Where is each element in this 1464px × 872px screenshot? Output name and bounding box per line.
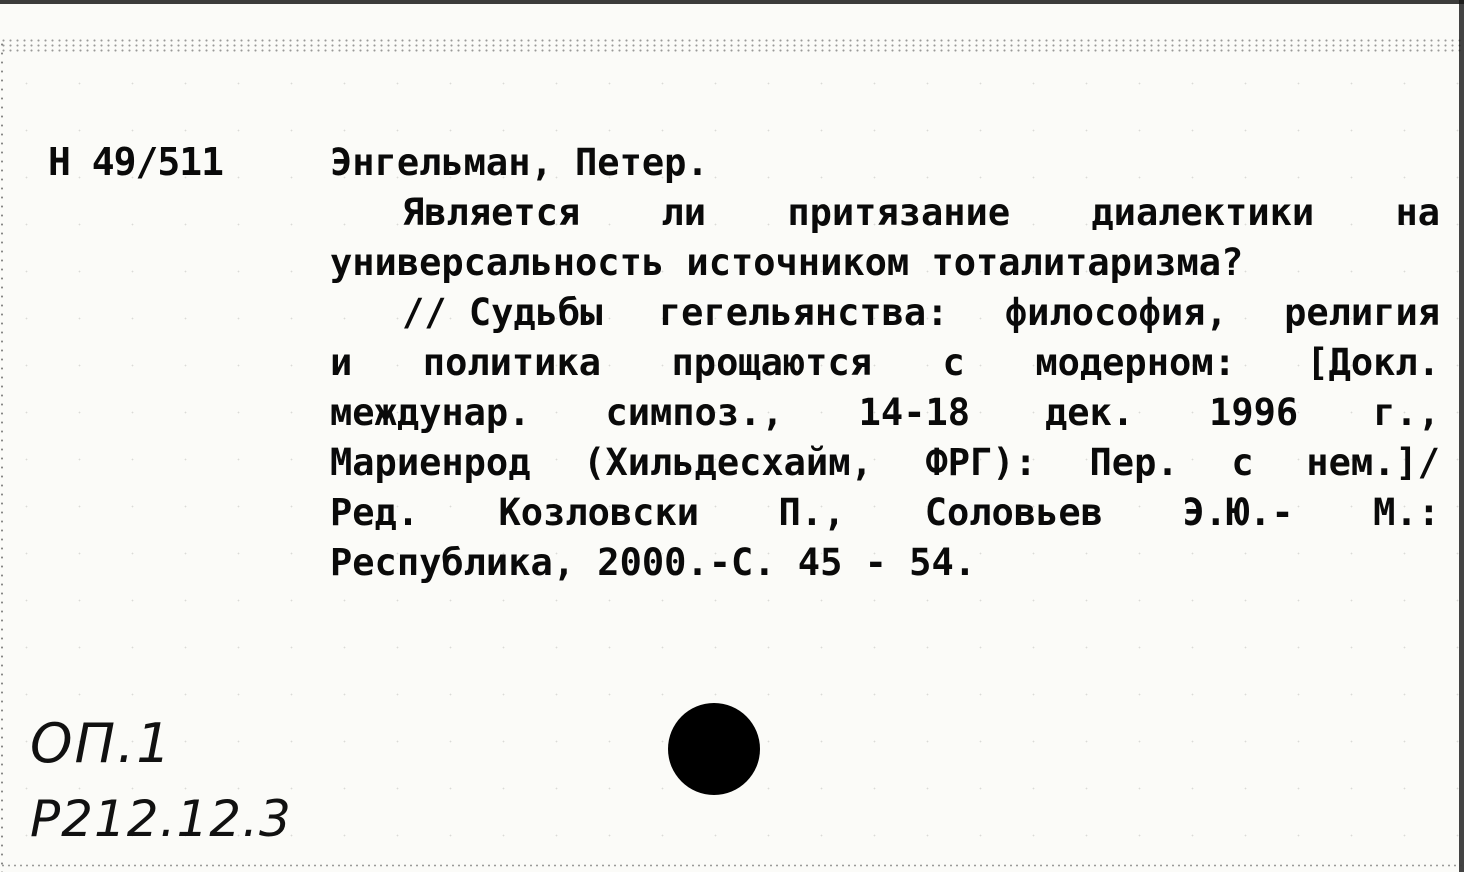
source-line-5: Ред. Козловски П., Соловьев Э.Ю.- М.: xyxy=(330,491,1440,534)
card-bottom-edge xyxy=(0,863,1464,868)
card-top-edge xyxy=(0,0,1464,4)
card-perforation-top xyxy=(0,38,1464,52)
handwritten-shelf-note: ОП.1 xyxy=(30,712,173,775)
source-line-1: // Судьбы гегельянства: философия, религия xyxy=(402,291,1440,334)
source-line-4: Мариенрод (Хильдесхайм, ФРГ): Пер. с нем.]/ xyxy=(330,441,1440,484)
bibliographic-entry xyxy=(330,138,1440,588)
author: Энгельман, Петер. xyxy=(330,141,709,184)
handwritten-classification-code: Р212.12.3 xyxy=(30,790,292,848)
card-punch-hole xyxy=(668,703,760,795)
title-line-1: Является ли притязание диалектики на xyxy=(402,191,1440,234)
source-line-6: Республика, 2000.-С. 45 - 54. xyxy=(330,541,977,584)
source-line-3: междунар. симпоз., 14-18 дек. 1996 г., xyxy=(330,391,1440,434)
source-line-2: и политика прощаются с модерном: [Докл. xyxy=(330,341,1440,384)
title-line-2: универсальность источником тоталитаризма? xyxy=(330,241,1244,284)
call-number: Н 49/511 xyxy=(48,140,224,184)
